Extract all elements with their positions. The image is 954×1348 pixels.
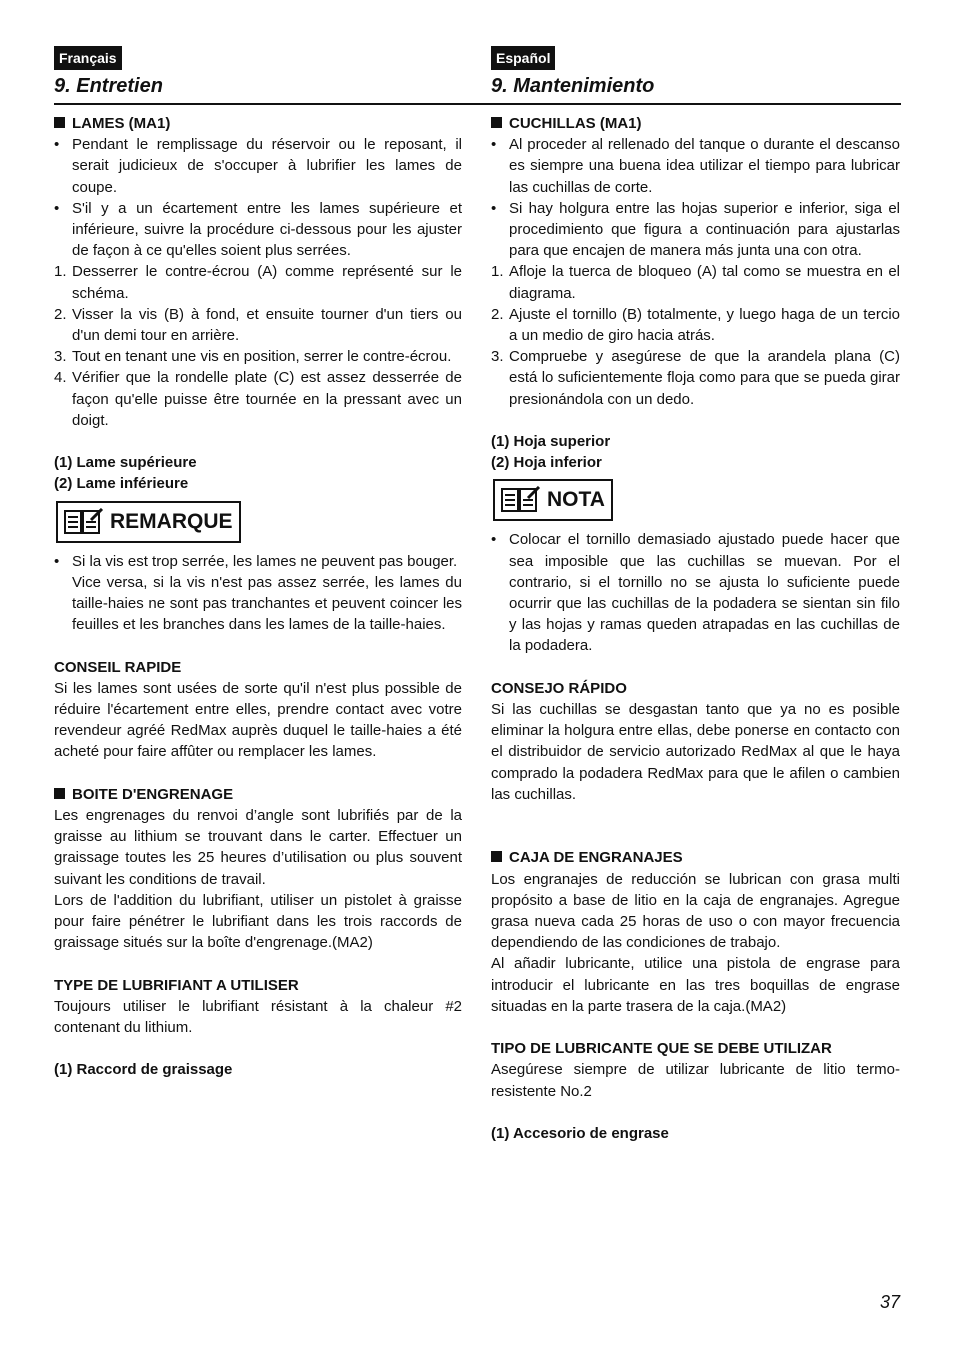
header-rule [54,103,901,105]
figure-label: (2) Hoja inferior [491,454,602,472]
french-content [54,113,462,1081]
language-tag: Français [54,46,122,70]
remarque-label: REMARQUE [110,509,233,533]
figure-label: (1) Hoja superior [491,433,611,451]
section-title: 9. Mantenimiento [491,75,655,97]
heading-boite: BOITE D'ENGRENAGE [54,784,462,805]
step-item: 2. Ajuste el tornillo (B) totalmente, y luego haga de un tercio a un medio de giro hacia atrás. [491,305,900,345]
note-icon [64,508,104,536]
french-column-header [54,46,462,99]
figure-label: (1) Lame supérieure [54,454,197,472]
step-item: 1. Desserrer le contre-écrou (A) comme représenté sur le schéma. [54,263,462,302]
heading-consejo: CONSEJO RÁPIDO [491,679,627,697]
heading-cuchillas: CUCHILLAS (MA1) [491,113,900,134]
heading-caja: CAJA DE ENGRANAJES [491,847,900,868]
step-item: 1. Afloje la tuerca de bloqueo (A) tal como se muestra en el diagrama. [491,263,900,302]
paragraph: Les engrenages du renvoi d’angle sont lubrifiés par de la graisse au lithium se trouvant dans le carter. Effectuer un graissage toutes les 25 heures d’utilisation ou plus souvent suivant les conditions de travail. [54,807,462,888]
heading-type: TYPE DE LUBRIFIANT A UTILISER [54,976,299,994]
paragraph: Lors de l'addition du lubrifiant, utiliser un pistolet à graisse pour faire pénétrer le lubrifiant dans les trois raccords de graissage situés sur la boîte d'engrenage.(MA2) [54,891,462,952]
paragraph: Vice versa, si la vis n'est pas assez serrée, les lames du taille-haies ne sont pas tranchantes et peuvent coincer les feuilles et les branches dans les lames de la taille-haies. [72,573,462,634]
list-item: • Colocar el tornillo demasiado ajustado puede hacer que sea imposible que las cuchillas se muevan. Por el contrario, si el tornillo no se ajusta lo suficiente puede ocurrir que las cuchillas de la podadera se sientan sin filo y las hojas y ramas queden atrapadas en las cuchillas de la podadera. [491,531,900,655]
heading-lames: LAMES (MA1) [54,113,462,134]
square-bullet-icon [491,851,502,862]
paragraph: Si las cuchillas se desgastan tanto que ya no es posible eliminar la holgura entre ellas, debe ponerse en contacto con el distribuidor de servicio autorizado RedMax al que le haya comprado la podadera RedMax para que le afilen o cambien las cuchillas. [491,701,900,803]
list-item: • Si hay holgura entre las hojas superior e inferior, siga el procedimiento que figura a continuación para ajustarlas para que encajen de manera más junta una con otra. [491,199,900,260]
list-item: • S'il y a un écartement entre les lames supérieure et inférieure, suivre la procédure ci-dessous pour les ajuster de façon à ce qu'elles soient plus serrées. [54,199,462,260]
note-icon [501,486,541,514]
spanish-column-header [491,46,899,99]
paragraph: Al añadir lubricante, utilice una pistola de engrase para introducir el lubricante en las tres boquillas de engrase situadas en la parte trasera de la caja.(MA2) [491,955,900,1015]
paragraph: Asegúrese siempre de utilizar lubricante de litio termo-resistente No.2 [491,1061,900,1100]
list-item: • Si la vis est trop serrée, les lames ne peuvent pas bouger. [54,552,458,570]
step-item: 3. Tout en tenant une vis en position, serrer le contre-écrou. [54,348,452,366]
language-tag: Español [491,46,555,70]
heading-conseil: CONSEIL RAPIDE [54,658,182,676]
section-title: 9. Entretien [54,75,163,97]
remarque-box [56,501,241,543]
heading-tipo: TIPO DE LUBRICANTE QUE SE DEBE UTILIZAR [491,1040,832,1058]
paragraph: Los engranajes de reducción se lubrican con grasa multi propósito a base de litio en la caja de engranajes. Agregue grasa nueva cada 25 horas de uso o con mayor frecuencia dependiendo de las condiciones de trabajo. [491,870,900,952]
figure-label: (2) Lame inférieure [54,475,189,493]
nota-box [493,479,613,521]
square-bullet-icon [54,788,65,799]
spanish-content [491,113,900,1144]
page-number: 37 [880,1292,901,1312]
nota-label: NOTA [547,488,605,512]
list-item: • Pendant le remplissage du réservoir ou le reposant, il serait judicieux de s'occuper à lubrifier les lames de coupe. [54,136,462,196]
paragraph: Toujours utiliser le lubrifiant résistant à la chaleur #2 contenant du lithium. [54,997,462,1037]
list-item: • Al proceder al rellenado del tanque o durante el descanso es siempre una buena idea utilizar el tiempo para lubricar las cuchillas de corte. [491,136,900,196]
square-bullet-icon [491,117,502,128]
paragraph: Si les lames sont usées de sorte qu'il n'est plus possible de réduire l'écartement entre elles, prendre contact avec votre revendeur agréé RedMax auprès duquel le taille-haies a été acheté pour faire affûter ou remplacer les lames. [54,679,462,761]
step-item: 2. Visser la vis (B) à fond, et ensuite tourner d'un tiers ou d'un demi tour en arrière. [54,305,462,345]
figure-label: (1) Raccord de graissage [54,1061,233,1079]
figure-label: (1) Accesorio de engrase [491,1125,669,1143]
step-item: 3. Compruebe y asegúrese de que la arandela plana (C) está lo suficientemente floja como para que se pueda girar presionándola con un dedo. [491,348,900,408]
step-item: 4. Vérifier que la rondelle plate (C) est assez desserrée de façon qu'elle puisse être tournée en la pressant avec un doigt. [54,369,462,429]
square-bullet-icon [54,117,65,128]
